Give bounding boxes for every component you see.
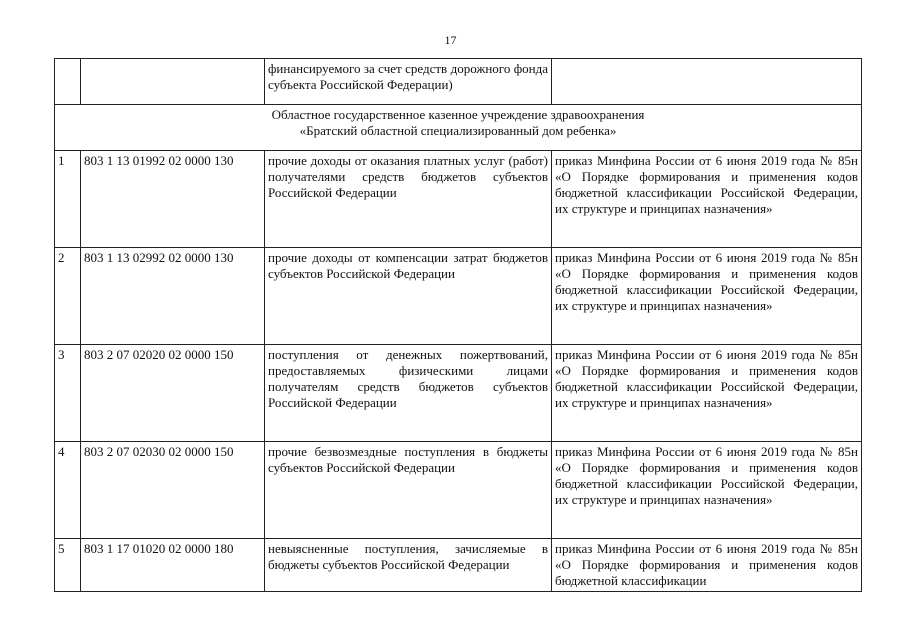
basis-cell: приказ Минфина России от 6 июня 2019 года № 85н «О Порядке формирования и применения кодов бюджетной классификации [552, 539, 862, 592]
table-row [55, 248, 862, 345]
code-cell: 803 1 13 02992 02 0000 130 [81, 248, 265, 345]
basis-cell: приказ Минфина России от 6 июня 2019 года № 85н «О Порядке формирования и применения кодов бюджетной классификации Российской Федерации, их структуре и принципах назначения» [552, 345, 862, 442]
row-number-cell: 2 [55, 248, 81, 345]
row-number-cell: 4 [55, 442, 81, 539]
section-header-row [55, 105, 862, 151]
table-row [55, 151, 862, 248]
basis-cell: приказ Минфина России от 6 июня 2019 года № 85н «О Порядке формирования и применения кодов бюджетной классификации Российской Федерации, их структуре и принципах назначения» [552, 442, 862, 539]
basis-cell: приказ Минфина России от 6 июня 2019 года № 85н «О Порядке формирования и применения кодов бюджетной классификации Российской Федерации, их структуре и принципах назначения» [552, 248, 862, 345]
table-row [55, 539, 862, 592]
code-cell: 803 2 07 02030 02 0000 150 [81, 442, 265, 539]
row-number-cell [55, 59, 81, 105]
section-header-cell [55, 105, 862, 151]
name-cell: поступления от денежных пожертвований, предоставляемых физическими лицами получателям средств бюджетов субъектов Российской Федерации [265, 345, 552, 442]
table-row [55, 59, 862, 105]
code-cell: 803 1 17 01020 02 0000 180 [81, 539, 265, 592]
revenue-codes-table [54, 58, 862, 592]
section-title-line-1: Областное государственное казенное учреждение здравоохранения [271, 107, 645, 122]
name-cell: прочие доходы от компенсации затрат бюджетов субъектов Российской Федерации [265, 248, 552, 345]
row-number-cell: 5 [55, 539, 81, 592]
basis-cell: приказ Минфина России от 6 июня 2019 года № 85н «О Порядке формирования и применения кодов бюджетной классификации Российской Федерации, их структуре и принципах назначения» [552, 151, 862, 248]
code-cell: 803 2 07 02020 02 0000 150 [81, 345, 265, 442]
name-cell: прочие доходы от оказания платных услуг (работ) получателями средств бюджетов субъектов Российской Федерации [265, 151, 552, 248]
row-number-cell: 3 [55, 345, 81, 442]
section-title-line-2: «Братский областной специализированный дом ребенка» [299, 123, 617, 138]
name-cell: финансируемого за счет средств дорожного фонда субъекта Российской Федерации) [265, 59, 552, 105]
table-row [55, 345, 862, 442]
basis-cell [552, 59, 862, 105]
row-number-cell: 1 [55, 151, 81, 248]
page-number: 17 [444, 33, 457, 47]
table-row [55, 442, 862, 539]
name-cell: невыясненные поступления, зачисляемые в бюджеты субъектов Российской Федерации [265, 539, 552, 592]
code-cell [81, 59, 265, 105]
name-cell: прочие безвозмездные поступления в бюджеты субъектов Российской Федерации [265, 442, 552, 539]
code-cell: 803 1 13 01992 02 0000 130 [81, 151, 265, 248]
